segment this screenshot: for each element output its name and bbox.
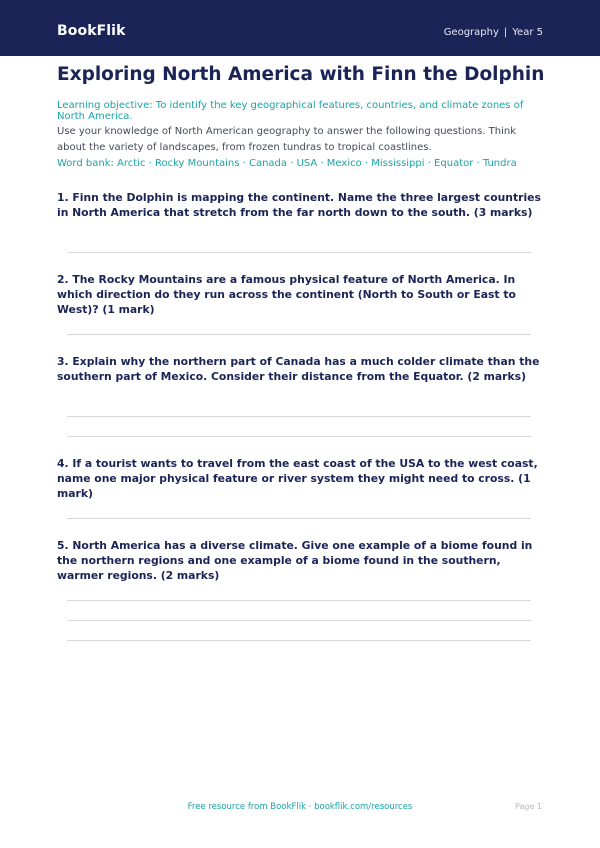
- answer-line[interactable]: [67, 620, 531, 621]
- learning-objective: Learning objective: To identify the key geographical features, countries, and climate zones of North America.: [57, 100, 524, 122]
- header-bar: [0, 0, 600, 56]
- worksheet-title: Exploring North America with Finn the Dolphin: [57, 64, 545, 85]
- answer-line[interactable]: [67, 416, 531, 417]
- brand-logo: BookFlik: [57, 23, 126, 39]
- word-bank: Word bank: Arctic · Rocky Mountains · Canada · USA · Mexico · Mississippi · Equator · Tundra: [57, 158, 517, 169]
- question-2: 2. The Rocky Mountains are a famous physical feature of North America. In which direction do they run across the continent (North to South or East to West)? (1 mark): [57, 273, 516, 316]
- header-separator: |: [503, 27, 508, 38]
- footer-link[interactable]: Free resource from BookFlik · bookflik.com/resources: [187, 802, 413, 812]
- question-5: 5. North America has a diverse climate. Give one example of a biome found in the northern regions and one example of a biome found in the southern, warmer regions. (2 marks): [57, 539, 533, 582]
- question-3: 3. Explain why the northern part of Canada has a much colder climate than the southern part of Mexico. Consider their distance from the Equator. (2 marks): [57, 355, 540, 383]
- answer-line[interactable]: [67, 600, 531, 601]
- answer-line[interactable]: [67, 334, 531, 335]
- question-1: 1. Finn the Dolphin is mapping the continent. Name the three largest countries in North America that stretch from the far north down to the south. (3 marks): [57, 191, 541, 219]
- answer-line[interactable]: [67, 252, 531, 253]
- answer-line[interactable]: [67, 518, 531, 519]
- answer-line[interactable]: [67, 436, 531, 437]
- year-label: Year 5: [512, 27, 543, 38]
- subject-label: Geography: [443, 27, 499, 38]
- intro-text: Use your knowledge of North American geography to answer the following questions. Think about the variety of landscapes, from frozen tundras to tropical coastlines.: [57, 126, 516, 153]
- page-number: Page 1: [515, 802, 542, 811]
- answer-line[interactable]: [67, 640, 531, 641]
- subject-year-label: [444, 27, 543, 38]
- question-4: 4. If a tourist wants to travel from the east coast of the USA to the west coast, name one major physical feature or river system they might need to cross. (1 mark): [57, 457, 538, 500]
